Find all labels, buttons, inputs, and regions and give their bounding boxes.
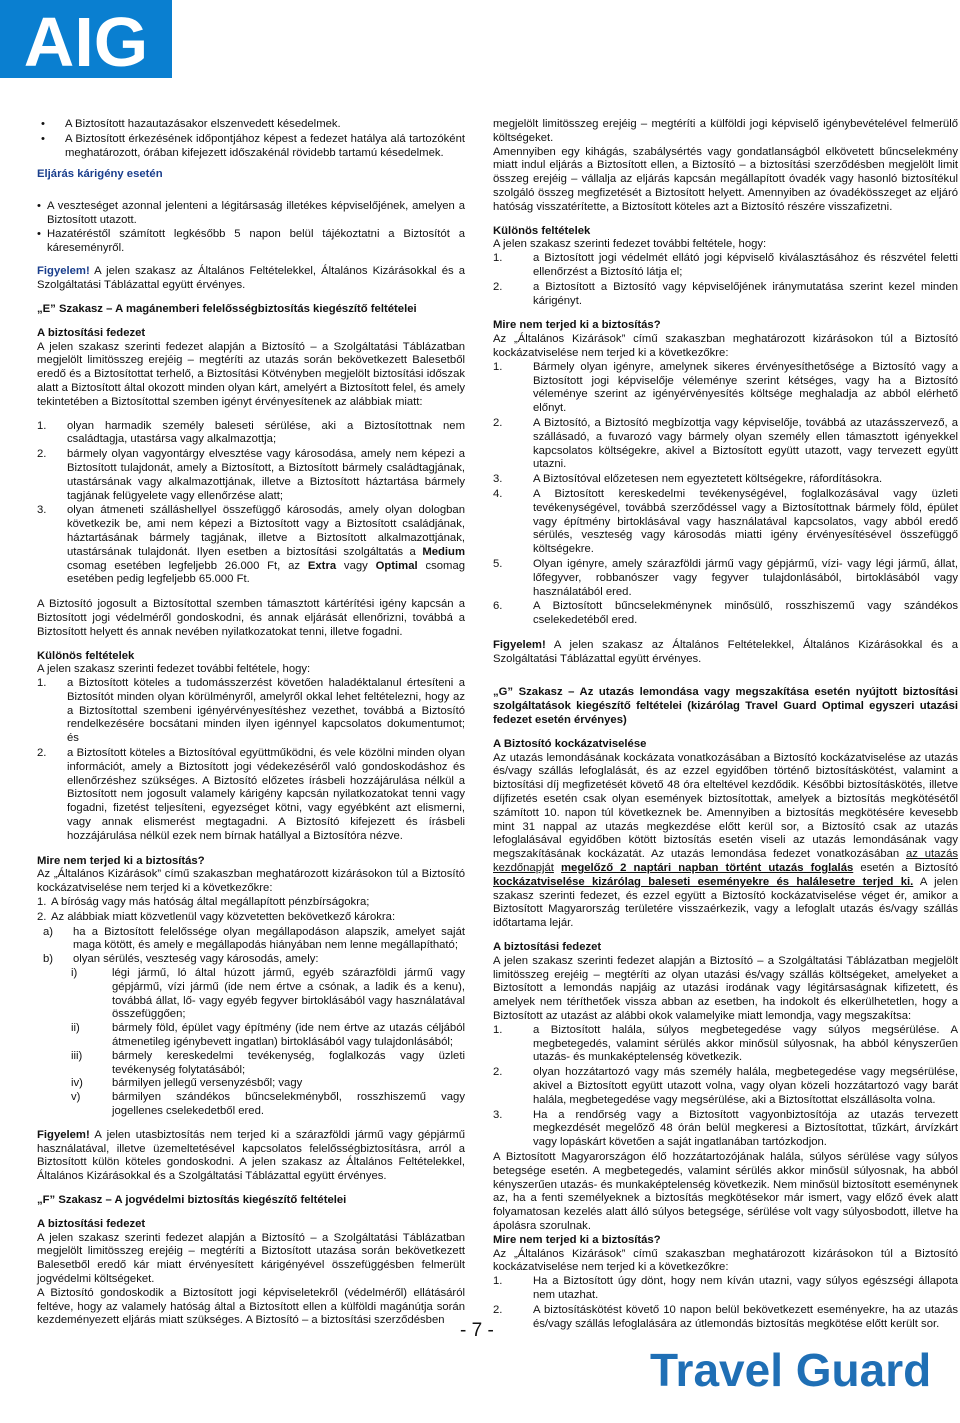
section-e-exclusion-subsubitem: v) bármilyen szándékos bűncselekményből, rosszhiszemű vagy jogellenes cselekedetből ered. <box>71 1091 465 1117</box>
section-f-exclusions-intro: Az „Általános Kizárások” című szakaszban meghatározott kizárásokon túl a Biztosító kockázatviselése nem terjed ki a következőkre: <box>493 333 958 359</box>
left-column <box>37 118 465 1328</box>
section-e-exclusion-subitem: a) ha a Biztosított felelőssége olyan megállapodáson alapszik, amelyet saját maga kötött, és amely e megállapodás hiányában nem lenne megállapítható; <box>43 925 465 952</box>
section-g-exclusion-item: 2. A biztosításkötést követő 10 napon belül bekövetkezett eseményekre, ha az utazás és/vagy szállás lefoglalására az útlemondás biztosítás megkötése előtt került sor. <box>493 1303 958 1330</box>
attention-label: Figyelem! <box>37 265 90 278</box>
section-f-cover-heading: A biztosítási fedezet <box>37 1217 146 1230</box>
section-f-exclusion-item: 4. A Biztosított kereskedelmi tevékenységével, foglalkozásával vagy üzleti tevékenységével, továbbá szerződéssel vagy a Biztosítottnak bármely föld, épület vagy építmény birtoklásával vagy használatával kapcsolatos, vagy abból eredő sérülés, veszteség vagy károsodás miatti igény érvényesítésével összefüggő költségekre. <box>493 487 958 556</box>
section-f-bail-text: Amennyiben egy kihágás, szabálysértés vagy gondatlanságból elkövetett bűncselekmény miatt indul eljárás a Biztosított ellen, a Biztosító – a biztosítási szerződésben megjelölt limit összeg erejéig – vállalja az eljárás kapcsán megállapított óvadék vagy hasonló biztosítékul szolgáló összeg megfizetését a Biztosított helyett. Amennyiben az óvadékösszeget az eljáró hatóság visszatérítette, a Biztosított köteles azt a Biztosító részére visszafizetni. <box>493 145 958 213</box>
section-e-exclusion-item: 2. Az alábbiak miatt közvetlenül vagy közvetetten bekövetkező károkra: <box>37 910 396 923</box>
section-e-special-item: 1. a Biztosított köteles a tudomásszerzést követően haladéktalanul értesíteni a Biztosítót minden olyan körülményről, amelyről okkal lehet feltételezni, hogy az a Biztosítottal szembeni igényérvényesítéshez vezethet, továbbá a Biztosító rendelkezésére bocsátani minden ilyen igénnyel kapcsolatos dokumentumot; és <box>37 677 465 745</box>
section-f-continued: megjelölt limitösszeg erejéig – megtéríti a külföldi jogi képviselő igénybevételével felmerülő költségeket. <box>493 118 958 144</box>
attention-label: Figyelem! <box>493 638 546 651</box>
section-f-exclusion-item: 2. A Biztosító, a Biztosító megbízottja vagy képviselője, továbbá az utazásszervező, a szállásadó, a fuvarozó vagy bármely olyan személy ellen támasztott igényekkel kapcsolatos költségekre, akivel a Biztosított együtt utazott, vagy tervezett együtt utazni. <box>493 416 958 471</box>
section-f-cover-text: A jelen szakasz szerinti fedezet alapján a Biztosító – a Szolgáltatási Táblázatban megjelölt limitösszeg erejéig – megtéríti a Biztosított utazása során bekövetkezett Balesetből eredő kár miatt érvényesített kárigényével összefüggésben felmerült jogvédelmi költségeket. <box>37 1231 465 1285</box>
delay-bullet-2: • A Biztosított érkezésének időpontjához képest a fedezet hatálya alá tartozóként meghatározott, órában kifejezett időszakénál rövidebb tartamú késedelmek. <box>37 133 465 161</box>
section-g-cover-text: A jelen szakasz szerinti fedezet alapján a Biztosító – a Szolgáltatási Táblázatban megjelölt limitösszeg erejéig – megtéríti az olyan utazási és/vagy szállás költségeket, amelyeket a Biztosított a lemondás napjáig az utazási irodának vagy légitársaságnak kifizetett, és amelyek nem téríthetőek vissza abban az esetben, ha indokolt és elkerülhetetlen, hogy a Biztosított az utazást az alábbi okok valamelyike miatt lemondja, vagy megszakítsa: <box>493 954 958 1023</box>
section-g-cover-heading: A biztosítási fedezet <box>493 941 602 954</box>
delay-bullet-1: • A Biztosított hazautazásakor elszenvedett késedelmek. <box>37 118 465 132</box>
section-e-exclusion-subitem: b) olyan sérülés, veszteség vagy károsodás, amely: <box>43 953 319 966</box>
attention-label: Figyelem! <box>37 1128 90 1141</box>
claims-bullet-2: • Hazatéréstől számított legkésőbb 5 napon belül tájékoztatni a Biztosítót a káreseményről. <box>37 228 465 256</box>
section-g-exclusions-heading: Mire nem terjed ki a biztosítás? <box>493 1233 661 1246</box>
section-e-item: 2. bármely olyan vagyontárgy elvesztése vagy károsodása, amely nem képezi a Biztosított tulajdonát, amely a Biztosított, a Biztosított bármely családtagjának, utastársának vagy alkalmazottjának, illetve a Biztosított háztartása bármely tagjának felügyelete vagy ellenőrzése alatt; <box>37 448 465 502</box>
attention-text: A jelen utasbiztosítás nem terjed ki a szárazföldi jármű vagy gépjármű használatával, illetve üzemeltetésével kapcsolatos felelősségbiztosításra, arról a Biztosított külön köteles gondoskodni. A jelen szakasz az Általános Feltételekkel, Általános Kizárásokkal és a Szolgáltatási Táblázattal együtt érvényes. <box>37 1128 465 1183</box>
attention-note-2 <box>37 1129 465 1184</box>
section-f-exclusions-heading: Mire nem terjed ki a biztosítás? <box>493 319 661 332</box>
svg-text:Travel Guard: Travel Guard <box>650 1344 932 1394</box>
claims-bullet-1: • A veszteséget azonnal jelenteni a légitársaság illetékes képviselőjének, amelyen a Biztosított utazott. <box>37 200 465 228</box>
section-e-exclusion-subsubitem: iv) bármilyen jellegű versenyzésből; vagy <box>71 1077 303 1090</box>
section-e-special-intro: A jelen szakasz szerinti fedezet további feltétele, hogy: <box>37 663 311 676</box>
travel-guard-logo <box>650 1342 950 1394</box>
section-g-item: 3. Ha a rendőrség vagy a Biztosított vagyonbiztosítója az utazás tervezett megkezdését megelőző 48 órán belül megkeresi a Biztosítottat, tűzkárt, árvízkárt vagy lopáskárt követően a saját ingatlanában tartózkodjon. <box>493 1108 958 1149</box>
section-e-item: 1. olyan harmadik személy baleseti sérülése, aki a Biztosítottnak nem családtagja, utastársa vagy alkalmazottja; <box>37 419 465 446</box>
attention-text: A jelen szakasz az Általános Feltételekkel, Általános Kizárásokkal és a Szolgáltatási Táblázattal együtt érvényes. <box>37 265 465 292</box>
section-e-legal-defense: A Biztosító jogosult a Biztosítottal szemben támasztott kártérítési igény kapcsán a Biztosított jogi védelméről gondoskodni, és annak eljárását ellenőrizni, továbbá a Biztosított helyett és annak nevében nyilatkozatokat tenni, illetve fogadni. <box>37 598 465 638</box>
aig-logo <box>0 0 172 78</box>
section-f-exclusion-item: 5. Olyan igényre, amely szárazföldi jármű vagy gépjármű, vízi- vagy légi jármű, állat, lőfegyver, robbanószer vagy fegyver tulajdonlásából, birtoklásából vagy használatából ered. <box>493 557 958 598</box>
section-f-special-item: 1. a Biztosított jogi védelmét ellátó jogi képviselő kiválasztásához és részvétel feletti ellenőrzést a Biztosító látja el; <box>493 252 958 278</box>
section-f-special-item: 2. a Biztosított a Biztosító vagy képviselőjének iránymutatása szerint kezel minden kárigényt. <box>493 280 958 307</box>
right-column <box>493 118 958 1332</box>
attention-note-1 <box>37 265 465 293</box>
section-f-special-intro: A jelen szakasz szerinti fedezet további feltétele, hogy: <box>493 238 767 251</box>
section-e-exclusion-item: 1. A bíróság vagy más hatóság által megállapított pénzbírságokra; <box>37 896 370 909</box>
section-e-exclusion-subsubitem: ii) bármely föld, épület vagy építmény (ide nem értve az utazás céljából átmenetileg igénybevett ingatlan) birtoklásából vagy tulajdonlásából; <box>71 1022 465 1049</box>
attention-note-3 <box>493 639 958 667</box>
section-e-title: „E” Szakasz – A magánemberi felelősségbiztosítás kiegészítő feltételei <box>37 302 417 315</box>
section-e-exclusions-heading: Mire nem terjed ki a biztosítás? <box>37 854 205 867</box>
page-number: - 7 - <box>460 1320 494 1341</box>
attention-text: A jelen szakasz az Általános Feltételekkel, Általános Kizárásokkal és a Szolgáltatási Táblázattal együtt érvényes. <box>493 638 958 665</box>
section-e-special-item: 2. a Biztosított köteles a Biztosítóval együttműködni, és vele közölni minden olyan információt, amely a Biztosított jogi védekezéséről való gondoskodáshoz és ellenőrzéshez szükséges. A Biztosító előzetes írásbeli hozzájárulása nélkül a Biztosított nem jogosult valamely kárigény kapcsán nyilatkozatokat tenni vagy fogadni, fizetést teljesíteni, egyezséget kötni, vagy egyébként azt elismerni, vagy annak elismerést megtagadni. A Biztosító kifejezett és írásbeli hozzájárulása nélkül ezek nem bírnak hatállyal a Biztosítóra nézve. <box>37 747 465 842</box>
section-g-item: 2. olyan hozzátartozó vagy más személy halála, megbetegedése vagy megsérülése, akivel a Biztosított együtt utazott volna, vagy olyan közeli hozzátartozó vagy barát halála, megbetegedése vagy megsérülése, aki a Biztosítottat elszállásolta volna. <box>493 1066 958 1106</box>
section-g-risk-text: Az utazás lemondásának kockázata vonatkozásában a Biztosító kockázatviselése az utazás és/vagy szállás lefoglalását, és az ezzel egyidőben történő biztosításkötést, valamint a biztosítási díj megfizetését követő 48 óra elteltével kezdődik. Későbbi biztosításkötés, illetve díjfizetés esetén csak olyan események biztosítottak, amelyek a biztosítás megkötésétől számított 10. napon túl következnek be. Amennyiben a biztosítás megkötésére kevesebb mint 31 nappal az utazás megkezdése előtt kerül sor, a Biztosító csak az utazás lefoglalásával egyidőben kötött biztosítás esetén viseli az utazás lemondásának vagy megszakításának kockázatát. Az utazás lemondása fedezet vonatkozásában az utazás kezdőnapját megelőző 2 naptári napban történt utazás foglalás esetén a Biztosító kockázatviselése kizárólag baleseti eseményekre és halálesetre terjed ki. A jelen szakasz szerinti fedezet, és ezzel együtt a Biztosító kockázatviselése véget ér, amikor a Biztosított Magyarország területére visszaérkezik, vagy a lefoglalt utazás és/vagy szállás időtartama lejár. <box>493 751 959 930</box>
section-g-risk-heading: A Biztosító kockázatviselése <box>493 737 647 750</box>
section-e-cover-text: A jelen szakasz szerinti fedezet alapján a Biztosító – a Szolgáltatási Táblázatban megjelölt limitösszeg erejéig – megtéríti az utazás során bekövetkezett Balesetből eredő és a Biztosítottat terhelő, a Biztosítási Kötvényben megjelölt biztosítási időszak alatt a Biztosított által okozott minden olyan kárt, amelyért a Biztosított felel, és amely tekintetében a Biztosítottal szemben igényt érvényesítenek az alábbiak miatt: <box>37 340 465 408</box>
section-g-relatives-text: A Biztosított Magyarországon élő hozzátartozójának halála, súlyos sérülése vagy súlyos betegsége esetén. A megbetegedés, valamint sérülés akkor minősül súlyosnak, ha abból kényszerűen utazás- és munkaképtelenség következik. Nem minősül biztosított eseménynek az, ha a fenti személyeknek a biztosítás megkötésekor már ismert, vagy előző évek alatt folyamatosan kezelés alatt álló súlyos betegsége, sérülése volt vagy súlyosbodott, illetve ha ápolásra szorulnak. <box>493 1150 958 1232</box>
section-e-special-heading: Különös feltételek <box>37 649 135 662</box>
section-f-exclusion-item: 1. Bármely olyan igényre, amelynek sikeres érvényesíthetősége a Biztosító vagy a Biztosított jogi képviselője véleménye szerint kétséges, vagy ha a Biztosító véleménye szerint az igényérvényesítés költsége meghaladja az abból elérhető előnyt. <box>493 360 958 415</box>
section-g-exclusion-item: 1. Ha a Biztosított úgy dönt, hogy nem kíván utazni, vagy súlyos egészségi állapota nem utazhat. <box>493 1275 958 1301</box>
section-f-exclusion-item: 3. A Biztosítóval előzetesen nem egyeztetett költségekre, ráfordításokra. <box>493 473 883 486</box>
section-f-exclusion-item: 6. A Biztosított bűncselekménynek minősülő, rosszhiszemű vagy szándékos cselekedetéből ered. <box>493 600 958 627</box>
section-g-exclusions-intro: Az „Általános Kizárások” című szakaszban meghatározott kizárásokon túl a Biztosító kockázatviselése nem terjed ki a következőkre: <box>493 1247 958 1274</box>
section-g-title: „G” Szakasz – Az utazás lemondása vagy megszakítása esetén nyújtott biztosítási szolgáltatások kiegészítő feltételei (kizárólag Travel Guard Optimal egyszeri utazási fedezet esetén érvényes) <box>493 686 958 727</box>
section-g-item: 1. a Biztosított halála, súlyos megbetegedése vagy súlyos megsérülése. A megbetegedés, valamint sérülés akkor minősül súlyosnak, ha abból kényszerűen utazás- és munkaképtelenség következik. <box>493 1023 958 1064</box>
section-f-title: „F” Szakasz – A jogvédelmi biztosítás kiegészítő feltételei <box>37 1193 347 1206</box>
svg-text:AIG: AIG <box>23 3 149 78</box>
section-e-exclusions-intro: Az „Általános Kizárások” című szakaszban meghatározott kizárásokon túl a Biztosító kockázatviselése nem terjed ki a következőkre: <box>37 868 465 895</box>
section-e-cover-heading: A biztosítási fedezet <box>37 326 146 339</box>
section-e-exclusion-subsubitem: i) légi jármű, ló által húzott jármű, egyéb szárazföldi jármű vagy gépjármű, vízi jármű (ide nem értve a csónak, a ladik és a kenu), továbbá állat, lő- vagy egyéb fegyver birtoklásából vagy használatával összefüggően; <box>71 967 465 1021</box>
section-e-item: 3. olyan átmeneti szálláshellyel összefüggő károsodás, amely olyan dologban következik be, ami nem képezi a Biztosított vagy a Biztosított családjának, háztartásának bármely tagjának, illetve a Biztosított alkalmazottjának, utastársának tulajdonát. Ilyen esetben a biztosítási szolgáltatás a Medium csomag esetében legfeljebb 26.000 Ft, az Extra vagy Optimal csomag esetében pedig legfeljebb 65.000 Ft. <box>37 504 466 586</box>
section-e-exclusion-subsubitem: iii) bármely kereskedelmi tevékenység, foglalkozás vagy üzleti tevékenység folytatásából; <box>71 1049 465 1076</box>
section-f-special-heading: Különös feltételek <box>493 224 591 237</box>
section-f-representation-text: A Biztosító gondoskodik a Biztosított jogi képviseletekről (védelméről) ellátásáról feltéve, hogy az valamely hatóság által a Biztosított ellen a külföldi magánútja során kezdeményezett eljárás miatt szükséges. A Biztosító – a biztosítási szerződésben <box>37 1286 465 1327</box>
claims-procedure-heading: Eljárás kárigény esetén <box>37 168 163 181</box>
